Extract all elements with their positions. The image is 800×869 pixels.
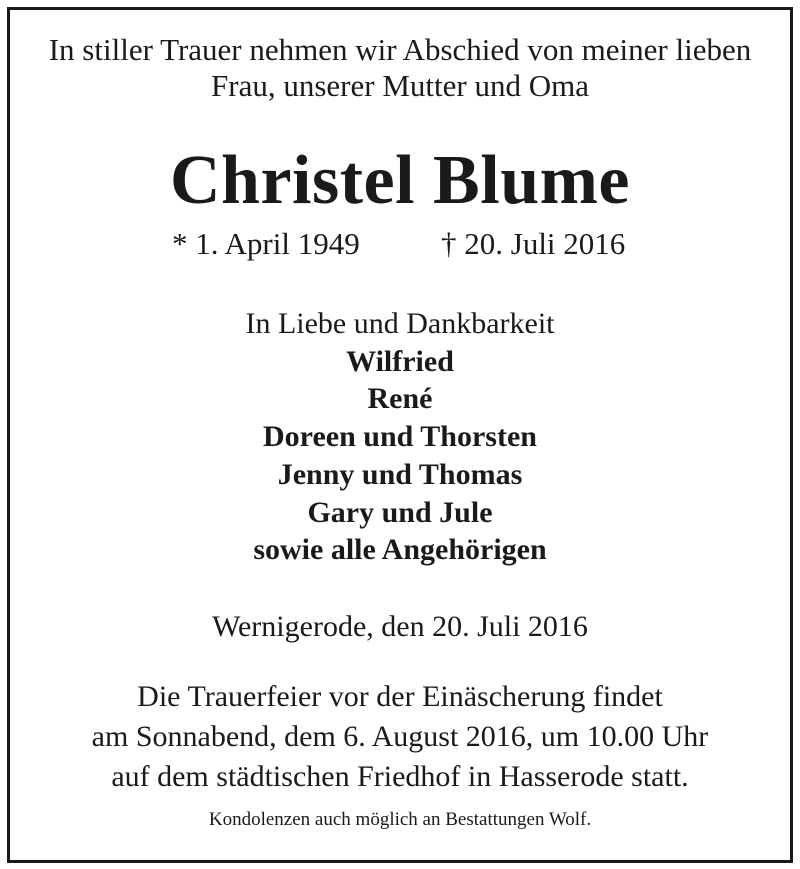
ceremony-line-1: Die Trauerfeier vor der Einäscherung findet	[137, 680, 663, 713]
deceased-name: Christel Blume	[169, 142, 631, 219]
ceremony-line-3: auf dem städtischen Friedhof in Hasserode statt.	[111, 760, 689, 793]
mourner-name: sowie alle Angehörigen	[253, 533, 547, 566]
place-date: Wernigerode, den 20. Juli 2016	[212, 610, 588, 643]
mourner-name: Wilfried	[346, 345, 454, 378]
condolence-note: Kondolenzen auch möglich an Bestattungen Wolf.	[208, 809, 592, 830]
mourners-heading: In Liebe und Dankbarkeit	[245, 307, 555, 340]
mourner-name: René	[367, 382, 433, 415]
birth-date: * 1. April 1949	[172, 226, 360, 261]
mourner-name: Gary und Jule	[307, 496, 493, 529]
mourner-name: Jenny und Thomas	[277, 458, 523, 491]
ceremony-line-2: am Sonnabend, dem 6. August 2016, um 10.00 Uhr	[91, 720, 709, 753]
intro-line-2: Frau, unserer Mutter und Oma	[211, 68, 589, 103]
death-date: † 20. Juli 2016	[441, 226, 626, 261]
intro-line-1: In stiller Trauer nehmen wir Abschied von meiner lieben	[48, 32, 752, 67]
mourner-name: Doreen und Thorsten	[263, 420, 537, 453]
